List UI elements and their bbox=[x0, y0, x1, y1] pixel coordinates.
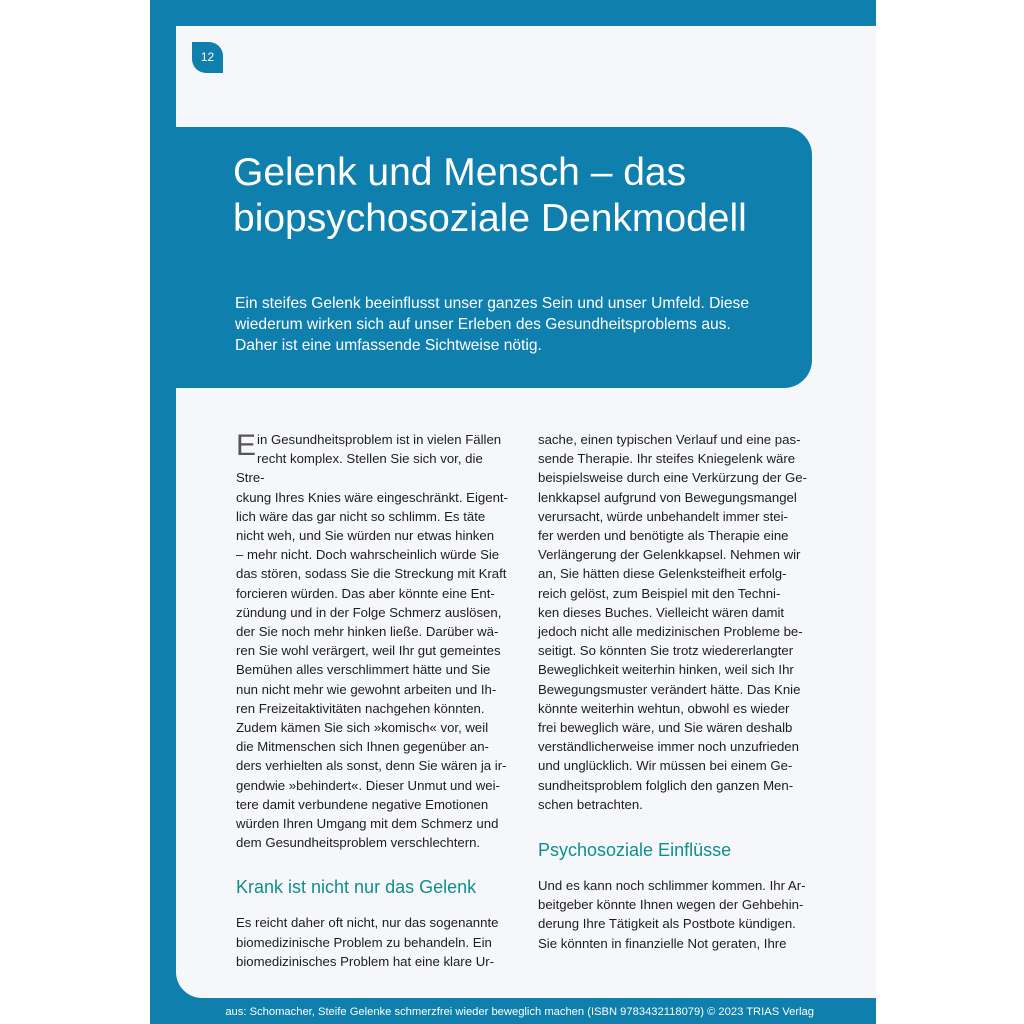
text-line: lenkkapsel aufgrund von Bewegungsmangel bbox=[538, 489, 797, 505]
text-line: der Sie noch mehr hinken ließe. Darüber wä- bbox=[236, 624, 499, 640]
intro-line: Daher ist eine umfassende Sichtweise nötig. bbox=[235, 337, 542, 354]
text-line: die Mitmenschen sich Ihnen gegenüber an- bbox=[236, 739, 489, 755]
text-line: ren Freizeitaktivitäten nachgehen könnten. bbox=[236, 700, 485, 716]
body-paragraph bbox=[538, 430, 814, 814]
chapter-title-line: biopsychosoziale Denkmodell bbox=[233, 197, 747, 240]
text-line: verständlicherweise immer noch unzufrieden bbox=[538, 739, 799, 755]
text-line: Zudem kämen Sie sich »komisch« vor, weil bbox=[236, 720, 489, 736]
intro-line: wiederum wirken sich auf unser Erleben des Gesundheitsproblems aus. bbox=[235, 316, 731, 333]
text-line: sache, einen typischen Verlauf und eine pas- bbox=[538, 432, 801, 447]
text-line: in Gesundheitsproblem ist in vielen Fällen bbox=[257, 432, 502, 447]
text-line: nun nicht mehr wie gewohnt arbeiten und Ih- bbox=[236, 681, 497, 697]
text-line: jedoch nicht alle medizinischen Probleme be- bbox=[538, 624, 803, 640]
text-line: ders verhielten als sonst, denn Sie wären ja ir- bbox=[236, 758, 507, 774]
text-line: biomedizinische Problem zu behandeln. Ein bbox=[236, 934, 492, 950]
text-line: Und es kann noch schlimmer kommen. Ihr Ar- bbox=[538, 878, 806, 894]
chapter-title-line: Gelenk und Mensch – das bbox=[233, 151, 687, 194]
body-paragraph bbox=[236, 430, 512, 852]
text-line: verursacht, würde unbehandelt immer stei- bbox=[538, 508, 788, 524]
chapter-title bbox=[233, 150, 793, 242]
text-line: sende Therapie. Ihr steifes Kniegelenk wäre bbox=[538, 451, 796, 467]
section-heading: Psychosoziale Einflüsse bbox=[538, 840, 732, 861]
text-line: schen betrachten. bbox=[538, 796, 643, 812]
text-line: Bewegungsmuster verändert hätte. Das Knie bbox=[538, 681, 801, 697]
text-line: würden Ihren Umgang mit dem Schmerz und bbox=[236, 816, 499, 832]
text-line: ren Sie wohl verärgert, weil Ihr gut gemeintes bbox=[236, 643, 501, 659]
text-line: frei beweglich wäre, und Sie wären deshalb bbox=[538, 720, 793, 736]
text-line: das stören, sodass Sie die Streckung mit Kraft bbox=[236, 566, 507, 582]
text-line: fer werden und benötigte als Therapie eine bbox=[538, 528, 789, 544]
text-line: – mehr nicht. Doch wahrscheinlich würde Sie bbox=[236, 547, 500, 563]
text-line: könnte weiterhin wehtun, obwohl es wieder bbox=[538, 700, 790, 716]
text-line: Beweglichkeit weiterhin hinken, weil sich Ihr bbox=[538, 662, 794, 678]
text-line: Sie könnten in finanzielle Not geraten, Ihre bbox=[538, 935, 787, 951]
chapter-intro bbox=[235, 293, 795, 356]
page-number-badge: 12 bbox=[192, 42, 223, 73]
body-paragraph bbox=[236, 913, 512, 971]
text-line: dem Gesundheitsproblem verschlechtern. bbox=[236, 835, 481, 851]
text-line: Es reicht daher oft nicht, nur das sogenannte bbox=[236, 915, 499, 931]
text-line: Verlängerung der Gelenkkapsel. Nehmen wir bbox=[538, 547, 801, 563]
text-line: Bemühen alles verschlimmert hätte und Sie bbox=[236, 662, 491, 678]
text-line: biomedizinisches Problem hat eine klare Ur- bbox=[236, 953, 494, 969]
text-line: gendwie »behindert«. Dieser Unmut und wei- bbox=[236, 777, 500, 793]
text-line: tere damit verbundene negative Emotionen bbox=[236, 796, 489, 812]
text-line: seitigt. So könnten Sie trotz wiedererlangter bbox=[538, 643, 794, 659]
text-line: forcieren würden. Das aber könnte eine Ent- bbox=[236, 585, 495, 601]
text-line: und unglücklich. Wir müssen bei einem Ge- bbox=[538, 758, 793, 774]
text-line: recht komplex. Stellen Sie sich vor, die Stre- bbox=[236, 451, 483, 486]
text-line: sundheitsproblem folglich den ganzen Men- bbox=[538, 777, 794, 793]
source-footer: aus: Schomacher, Steife Gelenke schmerzfrei wieder beweglich machen (ISBN 9783432118079) © 2023 TRIAS Verlag bbox=[225, 1006, 814, 1018]
section-heading: Krank ist nicht nur das Gelenk bbox=[236, 877, 477, 898]
text-line: beispielsweise durch eine Verkürzung der Ge- bbox=[538, 470, 808, 486]
text-line: zündung und in der Folge Schmerz auslösen, bbox=[236, 604, 502, 620]
text-line: beitgeber könnte Ihnen wegen der Gehbehin- bbox=[538, 897, 804, 913]
body-paragraph bbox=[538, 876, 814, 953]
text-line: nicht weh, und Sie würden nur etwas hinken bbox=[236, 528, 495, 544]
drop-cap: E bbox=[236, 429, 257, 462]
text-line: ckung Ihres Knies wäre eingeschränkt. Eigent- bbox=[236, 489, 508, 505]
text-line: reich gelöst, zum Beispiel mit den Techni- bbox=[538, 585, 781, 601]
text-line: an, Sie hätten diese Gelenksteifheit erfolg- bbox=[538, 566, 787, 582]
text-line: derung Ihre Tätigkeit als Postbote kündigen. bbox=[538, 916, 796, 932]
left-column bbox=[236, 430, 512, 971]
right-column bbox=[538, 430, 814, 953]
intro-line: Ein steifes Gelenk beeinflusst unser ganzes Sein und unser Umfeld. Diese bbox=[235, 295, 750, 312]
text-line: ken dieses Buches. Vielleicht wären damit bbox=[538, 604, 785, 620]
text-line: lich wäre das gar nicht so schlimm. Es täte bbox=[236, 508, 486, 524]
